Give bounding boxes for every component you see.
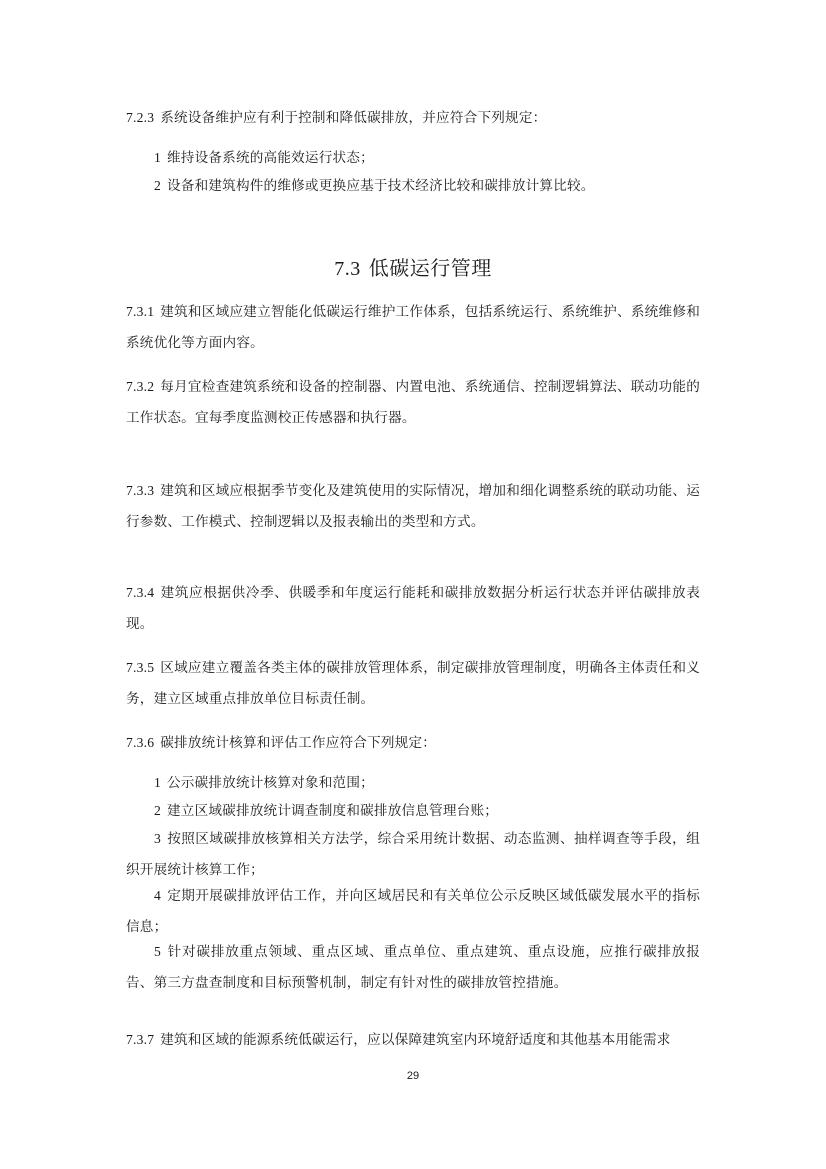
- clause-text: 系统设备维护应有利于控制和降低碳排放，并应符合下列规定：: [160, 110, 547, 126]
- item-number: 2: [154, 178, 161, 193]
- clause-number: 7.3.4: [126, 585, 155, 600]
- clause-number: 7.2.3: [126, 110, 155, 125]
- item-text: 设备和建筑构件的维修或更换应基于技术经济比较和碳排放计算比较。: [167, 178, 595, 194]
- item-text: 按照区域碳排放核算相关方法学，综合采用统计数据、动态监测、抽样调查等手段，组织开展统计核算工作；: [126, 831, 700, 878]
- item-text: 维持设备系统的高能效运行状态；: [167, 150, 374, 166]
- clause-text: 每月宜检查建筑系统和设备的控制器、内置电池、系统通信、控制逻辑算法、联动功能的工作状态。宜每季度监测校正传感器和执行器。: [126, 379, 700, 426]
- item-text: 公示碳排放统计核算对象和范围；: [167, 775, 374, 791]
- clause-text: 建筑应根据供冷季、供暖季和年度运行能耗和碳排放数据分析运行状态并评估碳排放表现。: [126, 585, 700, 632]
- section-number: 7.3: [334, 258, 361, 280]
- clause-text: 区域应建立覆盖各类主体的碳排放管理体系，制定碳排放管理制度，明确各主体责任和义务，建立区域重点排放单位目标责任制。: [126, 660, 700, 707]
- clause-7-2-3: [126, 102, 700, 134]
- list-item: [126, 936, 700, 999]
- page-number: 29: [406, 1070, 420, 1082]
- section-title: 低碳运行管理: [368, 256, 492, 280]
- item-number: 4: [154, 888, 161, 903]
- list-item: [126, 880, 700, 943]
- clause-text: 建筑和区域的能源系统低碳运行，应以保障建筑室内环境舒适度和其他基本用能需求: [160, 1032, 671, 1048]
- item-number: 1: [154, 150, 161, 165]
- item-number: 1: [154, 775, 161, 790]
- clause-text: 碳排放统计核算和评估工作应符合下列规定：: [160, 735, 437, 751]
- clause-7-3-5: [126, 652, 700, 715]
- clause-text: 建筑和区域应建立智能化低碳运行维护工作体系，包括系统运行、系统维护、系统维修和系统优化等方面内容。: [126, 304, 700, 351]
- clause-number: 7.3.5: [126, 660, 155, 675]
- clause-number: 7.3.1: [126, 304, 155, 319]
- clause-number: 7.3.2: [126, 379, 155, 394]
- item-number: 2: [154, 803, 161, 818]
- clause-7-3-3: [126, 475, 700, 538]
- item-text: 建立区域碳排放统计调查制度和碳排放信息管理台账；: [167, 803, 499, 819]
- clause-7-3-2: [126, 371, 700, 434]
- clause-number: 7.3.3: [126, 483, 155, 498]
- item-text: 针对碳排放重点领域、重点区域、重点单位、重点建筑、重点设施，应推行碳排放报告、第三方盘查制度和目标预警机制，制定有针对性的碳排放管控措施。: [126, 944, 700, 991]
- list-item: [126, 823, 700, 886]
- item-text: 定期开展碳排放评估工作，并向区域居民和有关单位公示反映区域低碳发展水平的指标信息；: [126, 888, 700, 935]
- clause-number: 7.3.7: [126, 1032, 155, 1047]
- clause-7-3-6: [126, 727, 700, 759]
- clause-7-3-7: [126, 1024, 700, 1056]
- item-number: 5: [154, 944, 161, 959]
- list-item: [126, 170, 700, 202]
- clause-7-3-4: [126, 577, 700, 640]
- section-heading: [0, 252, 826, 285]
- clause-text: 建筑和区域应根据季节变化及建筑使用的实际情况，增加和细化调整系统的联动功能、运行参数、工作模式、控制逻辑以及报表输出的类型和方式。: [126, 483, 700, 530]
- clause-7-3-1: [126, 296, 700, 359]
- clause-number: 7.3.6: [126, 735, 155, 750]
- item-number: 3: [154, 831, 161, 846]
